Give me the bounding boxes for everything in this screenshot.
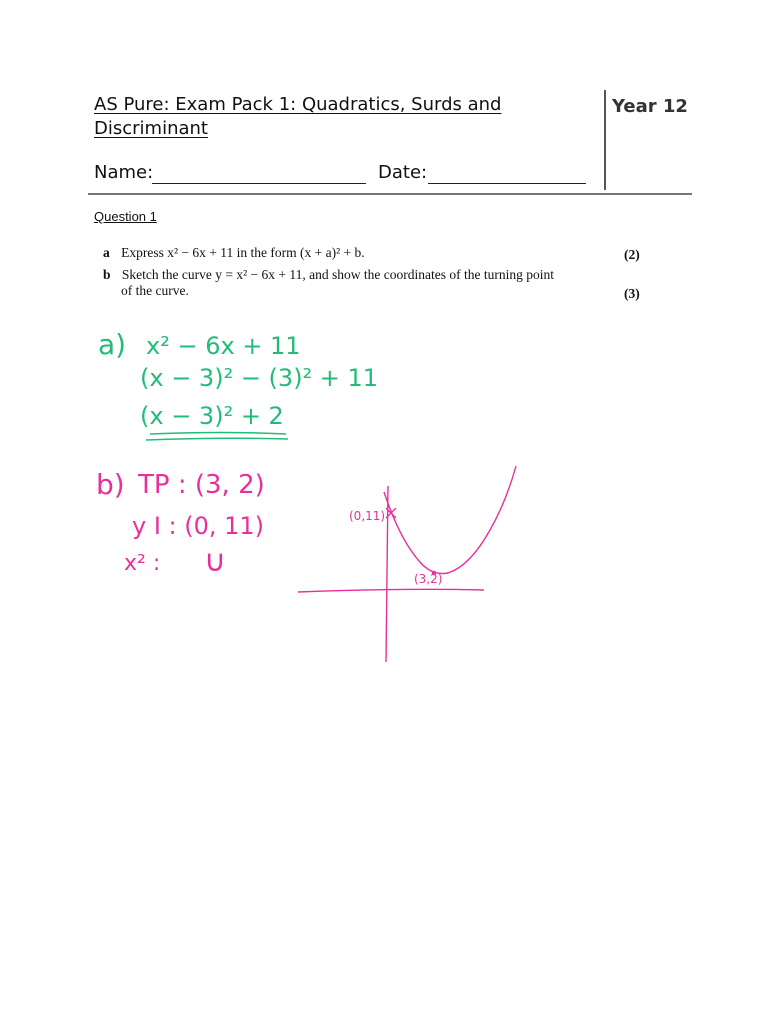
answer-a-line-2: (x − 3)² − (3)² + 11 (140, 364, 379, 392)
part-a-text: Express x² − 6x + 11 in the form (x + a)² + b. (121, 245, 365, 260)
answer-a-line-1: x² − 6x + 11 (146, 332, 301, 360)
part-a-letter: a (103, 245, 110, 260)
part-b-letter: b (103, 267, 111, 282)
answer-b-line-1: TP : (3, 2) (138, 470, 265, 500)
answer-a-line-3: (x − 3)² + 2 (140, 402, 284, 430)
date-label: Date: (378, 162, 428, 183)
part-b-text-line-2: of the curve. (121, 283, 189, 298)
answer-a-underline-1 (150, 433, 286, 435)
sketch-label-turning-point: (3,2) (414, 572, 443, 586)
sketch-x-axis (298, 589, 484, 592)
part-a-marks: (2) (624, 247, 640, 262)
name-label: Name: (94, 162, 154, 183)
sketch-label-intercept: (0,11) (349, 509, 386, 523)
sketch-y-axis (386, 486, 388, 662)
year-group-label: Year 12 (612, 96, 688, 117)
answer-b-line-2: y I : (0, 11) (132, 512, 265, 540)
answer-b-line-3: x² : (124, 551, 161, 576)
part-b-text-line-1: Sketch the curve y = x² − 6x + 11, and show the coordinates of the turning point (121, 267, 554, 282)
cup-shape-symbol: ∪ (204, 544, 226, 579)
question-heading: Question 1 (94, 209, 157, 224)
worksheet-title-line-2: Discriminant (94, 118, 208, 139)
worksheet-title-line-1: AS Pure: Exam Pack 1: Quadratics, Surds and (94, 94, 502, 115)
answer-b-label: b) (96, 468, 125, 501)
answer-a-underline-2 (146, 438, 288, 440)
part-b-marks: (3) (624, 286, 640, 301)
answer-a-label: a) (98, 328, 127, 361)
sketch-parabola (384, 466, 516, 574)
